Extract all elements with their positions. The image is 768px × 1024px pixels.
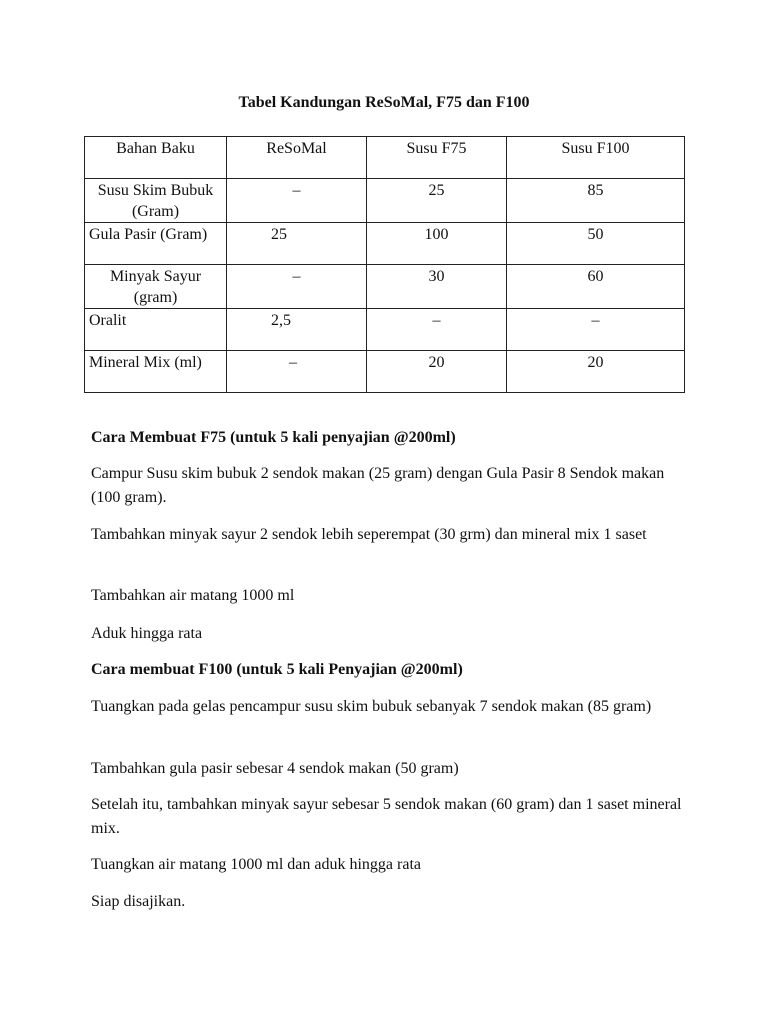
header-bahan-baku: Bahan Baku bbox=[85, 137, 227, 179]
cell-bahan: Susu Skim Bubuk (Gram) bbox=[85, 179, 227, 223]
f75-heading: Cara Membuat F75 (untuk 5 kali penyajian @200ml) bbox=[91, 429, 456, 446]
f100-step: Setelah itu, tambahkan minyak sayur sebesar 5 sendok makan (60 gram) dan 1 saset mineral mix. bbox=[91, 796, 682, 837]
cell-resomal: – bbox=[227, 351, 367, 393]
f75-step: Aduk hingga rata bbox=[91, 625, 203, 642]
table-row bbox=[85, 265, 685, 309]
cell-f75: 30 bbox=[367, 265, 507, 309]
document-title: Tabel Kandungan ReSoMal, F75 dan F100 bbox=[238, 94, 530, 111]
cell-f75: 100 bbox=[367, 223, 507, 265]
cell-f100: – bbox=[507, 309, 685, 351]
f75-step: Campur Susu skim bubuk 2 sendok makan (25 gram) dengan Gula Pasir 8 Sendok makan (100 gram). bbox=[91, 465, 665, 506]
cell-f100: 20 bbox=[507, 351, 685, 393]
header-resomal: ReSoMal bbox=[227, 137, 367, 179]
table-header-row bbox=[85, 137, 685, 179]
cell-f100: 60 bbox=[507, 265, 685, 309]
f75-step: Tambahkan air matang 1000 ml bbox=[91, 587, 295, 604]
f100-step: Siap disajikan. bbox=[91, 893, 186, 910]
f75-step: Tambahkan minyak sayur 2 sendok lebih seperempat (30 grm) dan mineral mix 1 saset bbox=[91, 526, 647, 543]
cell-bahan: Minyak Sayur (gram) bbox=[85, 265, 227, 309]
table-row bbox=[85, 179, 685, 223]
f100-heading: Cara membuat F100 (untuk 5 kali Penyajian @200ml) bbox=[91, 661, 463, 678]
table-row bbox=[85, 223, 685, 265]
cell-bahan: Gula Pasir (Gram) bbox=[85, 223, 227, 265]
cell-resomal: – bbox=[227, 179, 367, 223]
table-row bbox=[85, 351, 685, 393]
f100-step: Tambahkan gula pasir sebesar 4 sendok makan (50 gram) bbox=[91, 760, 459, 777]
header-susu-f100: Susu F100 bbox=[507, 137, 685, 179]
cell-f75: – bbox=[367, 309, 507, 351]
cell-resomal: 2,5 bbox=[227, 309, 367, 351]
cell-bahan: Mineral Mix (ml) bbox=[85, 351, 227, 393]
cell-f100: 85 bbox=[507, 179, 685, 223]
f100-step: Tuangkan pada gelas pencampur susu skim bubuk sebanyak 7 sendok makan (85 gram) bbox=[91, 698, 652, 715]
f100-step: Tuangkan air matang 1000 ml dan aduk hingga rata bbox=[91, 856, 421, 873]
header-susu-f75: Susu F75 bbox=[367, 137, 507, 179]
cell-resomal: – bbox=[227, 265, 367, 309]
cell-f100: 50 bbox=[507, 223, 685, 265]
nutrient-table bbox=[84, 136, 685, 393]
cell-bahan: Oralit bbox=[85, 309, 227, 351]
cell-resomal: 25 bbox=[227, 223, 367, 265]
table-row bbox=[85, 309, 685, 351]
cell-f75: 25 bbox=[367, 179, 507, 223]
cell-f75: 20 bbox=[367, 351, 507, 393]
